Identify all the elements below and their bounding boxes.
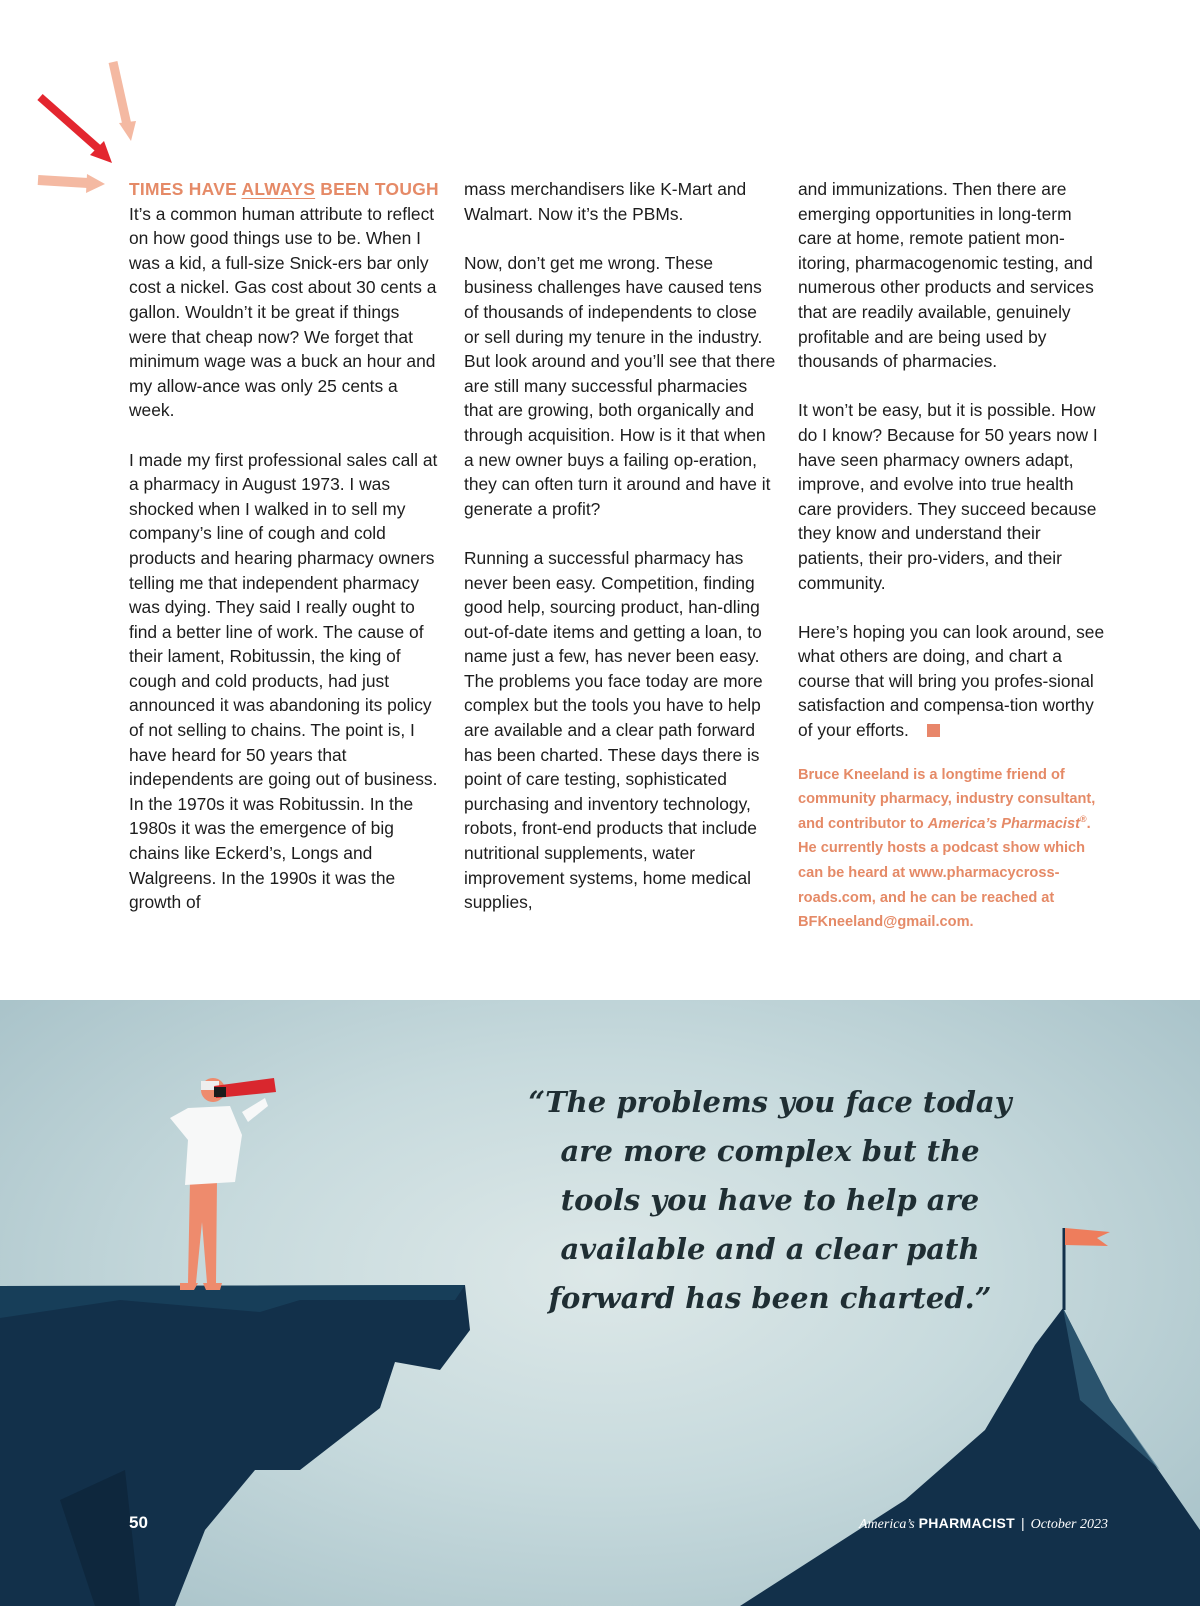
paragraph: mass merchandisers like K-Mart and Walmart. Now it’s the PBMs. [464, 179, 747, 224]
issue-date: October 2023 [1030, 1517, 1108, 1532]
quote-line: tools you have to help are [560, 1183, 980, 1217]
article-column-2 [464, 177, 776, 915]
flag-icon [1065, 1228, 1110, 1246]
closing-paragraph: Here’s hoping you can look around, see what others are doing, and chart a course that will bring you profes-sional satisfaction and compensa-tion worthy of your efforts. [798, 621, 1105, 741]
person-with-telescope [170, 1078, 276, 1290]
paragraph: It’s a common human attribute to reflect on how good things use to be. When I was a kid, a full-size Snick-ers bar only cost a nickel. Gas cost about 30 cents a gallon. Wouldn’t it be great if things were that cheap now? We forget that minimum wage was a buck an hour and my allow-ance was only 25 cents a week. [129, 203, 437, 421]
article-column-1 [129, 177, 441, 915]
publication-footer [859, 1515, 1108, 1533]
quote-line: forward has been charted.” [548, 1281, 992, 1315]
quote-line: “The problems you face today [528, 1085, 1012, 1119]
page-number: 50 [129, 1513, 148, 1532]
right-mountain [740, 1308, 1200, 1606]
heading-emphasis: ALWAYS [241, 179, 316, 199]
footer-separator: | [1020, 1515, 1025, 1531]
paragraph: and immunizations. Then there are emerging opportunities in long-term care at home, remote patient mon-itoring, pharmacogenomic testing, and numerous other products and services that are readily available, genuinely profitable and are being used by thousands of pharmacies. [798, 179, 1094, 372]
quote-line: are more complex but the [560, 1134, 980, 1168]
arrow-pink-icon [38, 174, 105, 193]
article-column-3 [798, 177, 1110, 935]
left-cliff [0, 1285, 470, 1606]
paragraph: Now, don’t get me wrong. These business challenges have caused tens of thousands of independents to close or sell during my tenure in the industry. But look around and you’ll see that there are still many successful pharmacies that are growing, both organically and through acquisition. How is it that when a new owner buys a failing op-eration, they can often turn it around and have it generate a profit? [464, 252, 776, 519]
end-mark-icon [927, 724, 940, 737]
section-heading: TIMES HAVE ALWAYS BEEN TOUGH [129, 179, 439, 199]
arrow-red-icon [40, 97, 112, 163]
publication-script: America’s [859, 1517, 915, 1532]
paragraph: I made my first professional sales call at a pharmacy in August 1973. I was shocked when I walked in to sell my company’s line of cough and cold products and hearing pharmacy owners telling me that independent pharmacy was dying. They said I really ought to find a better line of work. The cause of their lament, Robitussin, the king of cough and cold products, had just announced it was abandoning its policy of not selling to chains. The point is, I have heard for 50 years that independents are going out of business. In the 1970s it was Robitussin. In the 1980s it was the emergence of big chains like Eckerd’s, Longs and Walgreens. In the 1990s it was the growth of [129, 449, 438, 913]
author-bio: Bruce Kneeland is a longtime friend of community pharmacy, industry consultant, and contributor to America’s Pharmacist®. He currently hosts a podcast show which can be heard at www.pharmacycross-roads.com, and he can be reached at BFKneeland@gmail.com. [798, 766, 1096, 931]
paragraph: Running a successful pharmacy has never been easy. Competition, finding good help, sourcing product, han-dling out-of-date items and getting a loan, to name just a few, has never been easy. The problems you face today are more complex but the tools you have to help are available and a clear path forward has been charted. These days there is point of care testing, sophisticated purchasing and inventory technology, robots, front-end products that include nutritional supplements, water improvement systems, home medical supplies, [464, 547, 763, 913]
publication-name: PHARMACIST [918, 1515, 1015, 1531]
pull-quote [520, 1078, 1020, 1323]
magazine-name: America’s Pharmacist [927, 815, 1080, 832]
quote-line: available and a clear path [560, 1232, 980, 1266]
arrow-pink-icon [113, 62, 136, 141]
paragraph: It won’t be easy, but it is possible. How do I know? Because for 50 years now I have seen pharmacy owners adapt, improve, and evolve into true health care providers. They succeed because they know and understand their patients, their pro-viders, and their community. [798, 400, 1098, 593]
